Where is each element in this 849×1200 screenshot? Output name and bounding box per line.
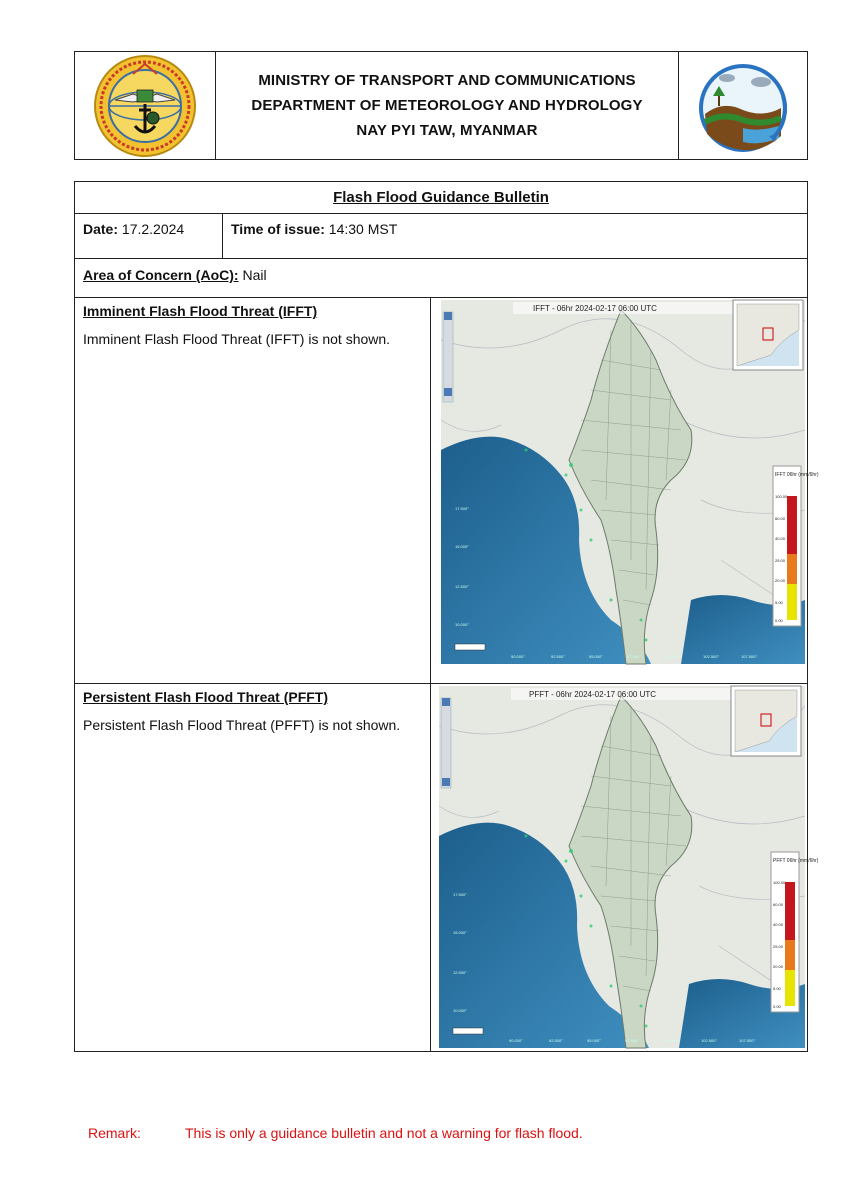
pfft-map[interactable]	[439, 686, 819, 1048]
ifft-zoom-in-button[interactable]	[444, 312, 452, 320]
pfft-description: Persistent Flash Flood Threat (PFFT) is not shown.	[83, 717, 401, 733]
department-name: DEPARTMENT OF METEOROLOGY AND HYDROLOGY	[251, 97, 643, 114]
pfft-lat-label-1: 17.500°	[453, 892, 467, 897]
pfft-lon-label-2: 92.500°	[549, 1038, 563, 1043]
ifft-lon-label-7: 107.500°	[741, 654, 758, 659]
ifft-lon-label-1: 90.000°	[511, 654, 525, 659]
area-of-concern-row	[75, 259, 807, 298]
ministry-emblem-logo	[93, 54, 197, 158]
time-label: Time of issue:	[231, 221, 325, 237]
pfft-map-title: PFFT - 06hr 2024-02-17 06:00 UTC	[529, 690, 657, 699]
pfft-lon-label-4: 97.500°	[625, 1038, 639, 1043]
pfft-lat-label-3: 12.500°	[453, 970, 467, 975]
pfft-lon-label-3: 95.000°	[587, 1038, 601, 1043]
ifft-section	[75, 298, 819, 684]
ifft-legend-value-7: 0.00	[775, 618, 783, 623]
date-value: 17.2.2024	[121, 221, 185, 237]
pfft-legend-value-3: 40.00	[773, 922, 784, 927]
pfft-legend-value-6: 5.00	[773, 986, 781, 991]
ifft-lat-label-4: 10.000°	[455, 622, 469, 627]
ifft-legend-value-1: 100.00	[775, 494, 788, 499]
bulletin-title: Flash Flood Guidance Bulletin	[75, 182, 807, 214]
ifft-text-cell	[75, 298, 431, 683]
pfft-section	[75, 684, 819, 1051]
remark	[88, 1125, 583, 1141]
ifft-heading: Imminent Flash Flood Threat (IFFT)	[83, 303, 318, 319]
letterhead-text	[216, 52, 678, 159]
hydrology-cycle-logo	[693, 56, 793, 156]
ministry-name: MINISTRY OF TRANSPORT AND COMMUNICATIONS	[258, 72, 636, 89]
letterhead	[74, 51, 808, 160]
ifft-legend-value-3: 40.00	[775, 536, 786, 541]
ifft-legend-value-6: 5.00	[775, 600, 783, 605]
ifft-legend-title: IFFT 06hr (mm/6hr)	[775, 472, 819, 478]
ifft-zoom-out-button[interactable]	[444, 388, 452, 396]
pfft-legend-value-4: 25.00	[773, 944, 784, 949]
ifft-lon-label-4: 97.500°	[627, 654, 641, 659]
location-name: NAY PYI TAW, MYANMAR	[356, 122, 538, 139]
pfft-map-cell	[439, 686, 819, 1048]
pfft-lon-label-7: 107.500°	[739, 1038, 756, 1043]
pfft-legend-value-7: 0.00	[773, 1004, 781, 1009]
pfft-lat-label-4: 10.000°	[453, 1008, 467, 1013]
pfft-zoom-out-button[interactable]	[442, 778, 450, 786]
ifft-lat-label-1: 17.500°	[455, 506, 469, 511]
ifft-map-cell	[441, 300, 819, 664]
pfft-scale-bar	[453, 1028, 483, 1034]
ministry-logo-cell	[75, 52, 216, 159]
ifft-lon-label-3: 95.000°	[589, 654, 603, 659]
pfft-legend-value-5: 20.00	[773, 964, 784, 969]
pfft-zoom-slider[interactable]	[441, 698, 451, 788]
date-label: Date:	[83, 221, 119, 237]
pfft-text-cell	[75, 684, 431, 1051]
bulletin-table	[74, 181, 819, 1052]
ifft-map[interactable]	[441, 300, 819, 664]
remark-label: Remark:	[88, 1125, 141, 1141]
ifft-scale-bar	[455, 644, 485, 650]
ifft-lon-label-5: 100.000°	[665, 654, 682, 659]
aoc-label: Area of Concern (AoC):	[83, 267, 239, 283]
ifft-legend-value-2: 60.00	[775, 516, 786, 521]
time-cell	[223, 214, 807, 258]
date-cell	[75, 214, 223, 258]
ifft-map-title: IFFT - 06hr 2024-02-17 06:00 UTC	[533, 304, 657, 313]
ifft-lon-label-2: 92.500°	[551, 654, 565, 659]
ifft-lon-label-6: 102.500°	[703, 654, 720, 659]
pfft-legend-value-2: 60.00	[773, 902, 784, 907]
dmh-logo-cell	[678, 52, 807, 159]
ifft-lat-label-2: 15.000°	[455, 544, 469, 549]
pfft-legend-title: PFFT 06hr (mm/6hr)	[773, 858, 819, 864]
ifft-legend-value-4: 25.00	[775, 558, 786, 563]
date-time-row	[75, 214, 807, 259]
pfft-lat-label-2: 15.000°	[453, 930, 467, 935]
ifft-legend-value-5: 20.00	[775, 578, 786, 583]
ifft-lat-label-3: 12.500°	[455, 584, 469, 589]
time-value: 14:30 MST	[328, 221, 398, 237]
pfft-lon-label-6: 102.500°	[701, 1038, 718, 1043]
pfft-heading: Persistent Flash Flood Threat (PFFT)	[83, 689, 329, 705]
pfft-lon-label-1: 90.000°	[509, 1038, 523, 1043]
pfft-zoom-in-button[interactable]	[442, 698, 450, 706]
pfft-lon-label-5: 100.000°	[663, 1038, 680, 1043]
remark-text: This is only a guidance bulletin and not a warning for flash flood.	[185, 1125, 583, 1141]
ifft-description: Imminent Flash Flood Threat (IFFT) is not shown.	[83, 331, 391, 347]
pfft-legend-value-1: 100.00	[773, 880, 786, 885]
aoc-value: Nail	[242, 267, 267, 283]
